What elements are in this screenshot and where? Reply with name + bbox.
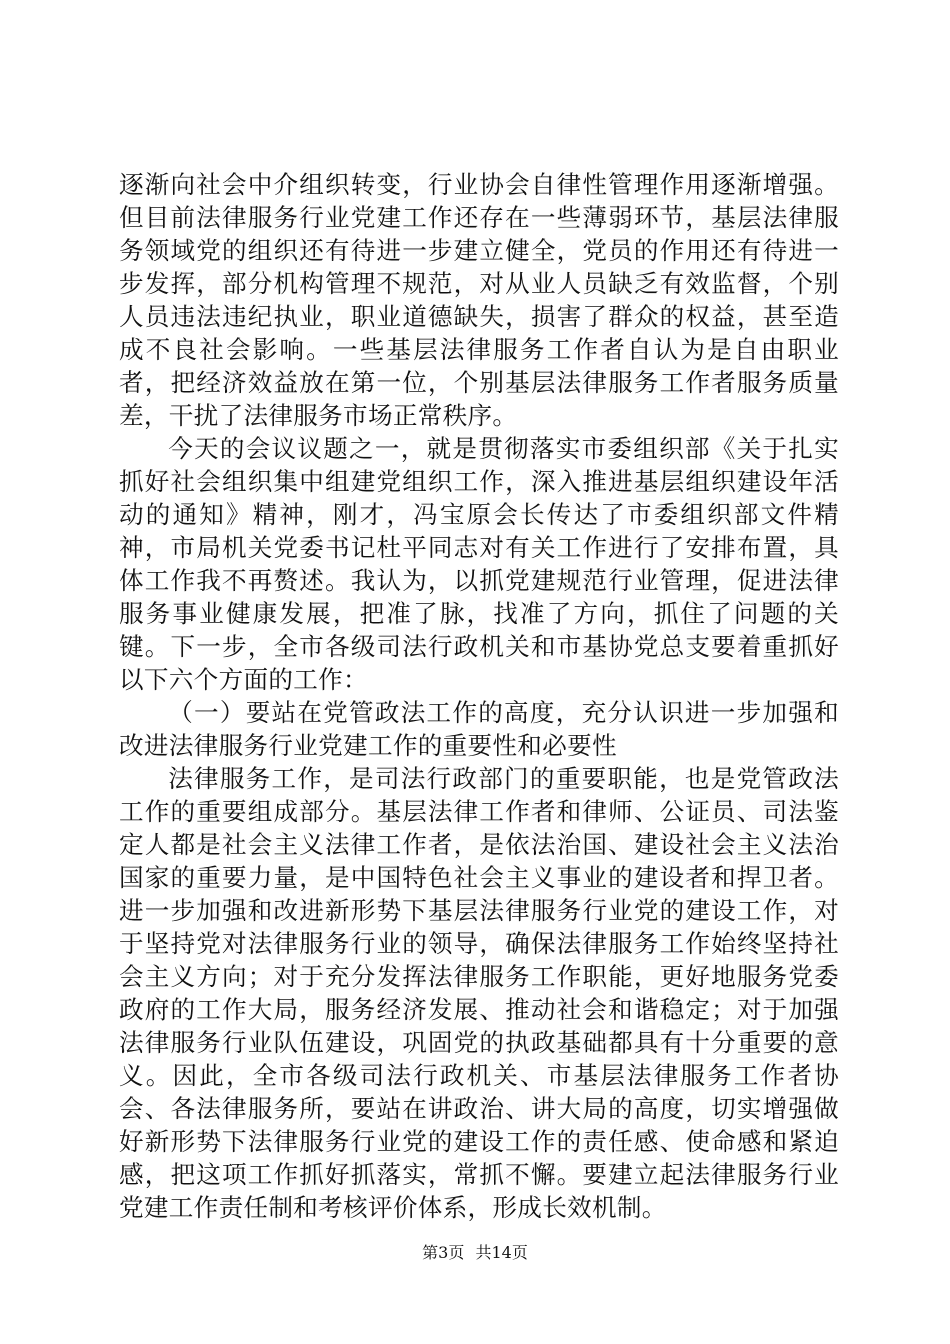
paragraph-1: 逐渐向社会中介组织转变，行业协会自律性管理作用逐渐增强。但目前法律服务行业党建工作还存在一些薄弱环节，基层法律服务领域党的组织还有待进一步建立健全，党员的作用还有待进一步发挥，部分机构管理不规范，对从业人员缺乏有效监督，个别人员违法违纪执业，职业道德缺失，损害了群众的权益，甚至造成不良社会影响。一些基层法律服务工作者自认为是自由职业者，把经济效益放在第一位，个别基层法律服务工作者服务质量差，干扰了法律服务市场正常秩序。: [119, 170, 839, 430]
page-total: 共14页: [475, 1243, 528, 1262]
page-footer: [0, 1242, 950, 1264]
document-body: [119, 168, 839, 1224]
section-heading-1: （一）要站在党管政法工作的高度，充分认识进一步加强和改进法律服务行业党建工作的重要性和必要性: [119, 698, 839, 760]
page-number: 第3页: [422, 1243, 465, 1262]
paragraph-3: 法律服务工作，是司法行政部门的重要职能，也是党管政法工作的重要组成部分。基层法律工作者和律师、公证员、司法鉴定人都是社会主义法律工作者，是依法治国、建设社会主义法治国家的重要力量，是中国特色社会主义事业的建设者和捍卫者。进一步加强和改进新形势下基层法律服务行业党的建设工作，对于坚持党对法律服务行业的领导，确保法律服务工作始终坚持社会主义方向；对于充分发挥法律服务工作职能，更好地服务党委政府的工作大局，服务经济发展、推动社会和谐稳定；对于加强法律服务行业队伍建设，巩固党的执政基础都具有十分重要的意义。因此，全市各级司法行政机关、市基层法律服务工作者协会、各法律服务所，要站在讲政治、讲大局的高度，切实增强做好新形势下法律服务行业党的建设工作的责任感、使命感和紧迫感，把这项工作抓好抓落实，常抓不懈。要建立起法律服务行业党建工作责任制和考核评价体系，形成长效机制。: [119, 764, 839, 1222]
paragraph-2: 今天的会议议题之一，就是贯彻落实市委组织部《关于扎实抓好社会组织集中组建党组织工作，深入推进基层组织建设年活动的通知》精神，刚才，冯宝原会长传达了市委组织部文件精神，市局机关党委书记杜平同志对有关工作进行了安排布置，具体工作我不再赘述。我认为，以抓党建规范行业管理，促进法律服务事业健康发展，把准了脉，找准了方向，抓住了问题的关键。下一步，全市各级司法行政机关和市基协党总支要着重抓好以下六个方面的工作：: [119, 434, 839, 694]
